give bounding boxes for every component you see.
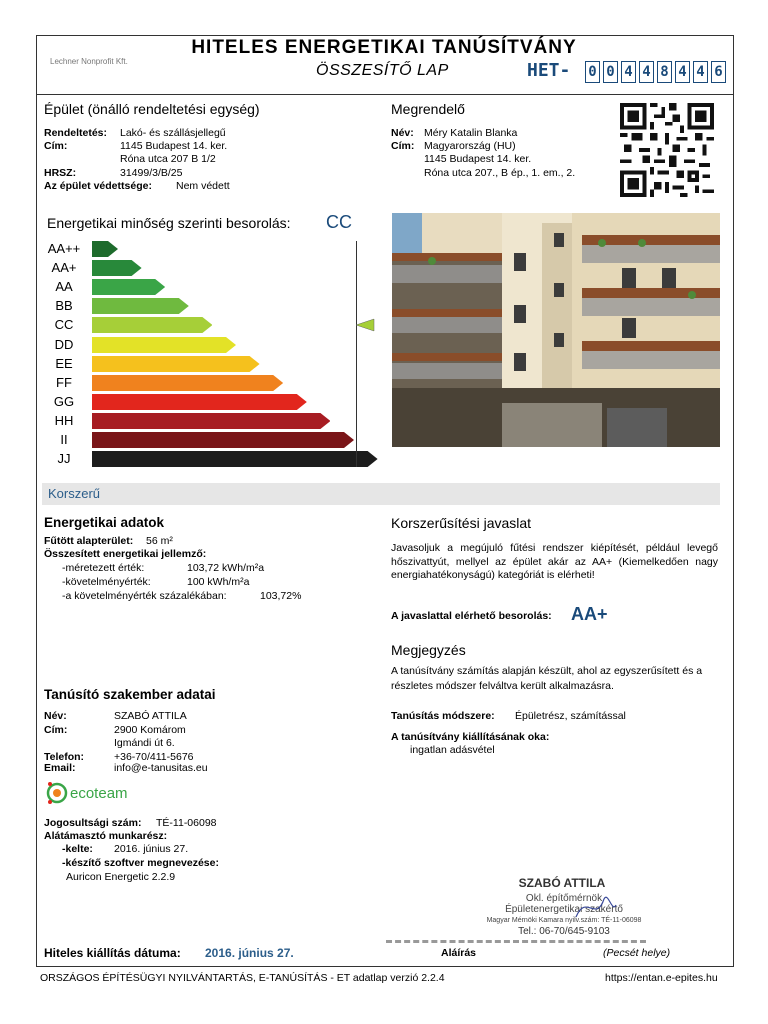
- software-value: Auricon Energetic 2.2.9: [66, 871, 176, 883]
- issuer-logo: Lechner Nonprofit Kft.: [50, 57, 128, 66]
- energy-class-bar: [92, 279, 165, 295]
- energy-class-label: II: [60, 432, 68, 447]
- reason-label: A tanúsítvány kiállításának oka:: [391, 731, 550, 743]
- energy-class-label: BB: [55, 298, 73, 314]
- building-heading: Épület (önálló rendeltetési egység): [44, 101, 260, 117]
- energy-class-bar: [92, 317, 212, 333]
- header-divider: [36, 94, 734, 95]
- energy-class-bar: [92, 413, 330, 429]
- total-label: Összesített energetikai jellemző:: [44, 548, 207, 560]
- certifier-heading: Tanúsító szakember adatai: [44, 687, 216, 702]
- footer-registry: ORSZÁGOS ÉPÍTÉSÜGYI NYILVÁNTARTÁS, E-TANÚSÍTÁS - ET adatlap verzió 2.2.4: [40, 972, 445, 984]
- svg-text:ecoteam: ecoteam: [70, 785, 128, 802]
- reason-value: ingatlan adásvétel: [410, 744, 495, 756]
- certifier-address-line2: Igmándi út 6.: [114, 737, 175, 749]
- energy-class-bar: [92, 394, 307, 410]
- scale-marker-line: [356, 241, 357, 467]
- certifier-name-value: SZABÓ ATTILA: [114, 710, 187, 722]
- license-value: TÉ-11-06098: [156, 817, 217, 829]
- qr-code-icon: [620, 103, 714, 197]
- het-digit: 0: [585, 61, 600, 83]
- het-digit: 4: [675, 61, 690, 83]
- license-label: Jogosultsági szám:: [44, 817, 142, 829]
- certifier-name-label: Név:: [44, 710, 67, 722]
- method-value: Épületrész, számítással: [515, 710, 626, 722]
- footer-url[interactable]: https://entan.e-epites.hu: [605, 972, 718, 984]
- building-address-line1: 1145 Budapest 14. ker.: [120, 140, 228, 152]
- svg-text:Magyar Mérnöki Kamara nyilv.sz: Magyar Mérnöki Kamara nyilv.szám: TÉ-11-06098: [486, 917, 642, 924]
- het-digit: 4: [693, 61, 708, 83]
- het-number: [585, 61, 729, 83]
- energy-class-label: JJ: [57, 451, 71, 467]
- issue-date-label: Hiteles kiállítás dátuma:: [44, 946, 181, 960]
- area-value: 56 m²: [146, 535, 173, 547]
- docs-label: Alátámasztó munkarész:: [44, 830, 168, 842]
- client-heading: Megrendelő: [391, 101, 465, 117]
- status-label: Korszerű: [48, 486, 101, 501]
- email-value[interactable]: info@e-tanusitas.eu: [114, 762, 208, 774]
- recommendation-text: Javasoljuk a megújuló fűtési rendszer kiépítését, például levegő hőszivattyút, mellyel az épület akár az AA+ (Kiemelkedően nagy energiahatékonyságú) kategóriát is elérheti!: [391, 542, 718, 581]
- building-address-line2: Róna utca 207 B 1/2: [120, 153, 216, 165]
- energy-class-label: FF: [56, 374, 72, 390]
- building-photo: [392, 213, 720, 447]
- hrsz-label: HRSZ:: [44, 167, 77, 179]
- note-heading: Megjegyzés: [391, 642, 466, 658]
- req-value: 100 kWh/m²a: [187, 576, 250, 588]
- het-digit: 4: [639, 61, 654, 83]
- calc-value: 103,72 kWh/m²a: [187, 562, 265, 574]
- client-address-line1: Magyarország (HU): [424, 140, 516, 152]
- client-name-value: Méry Katalin Blanka: [424, 127, 518, 139]
- building-address-label: Cím:: [44, 140, 68, 152]
- ecoteam-logo-icon: [46, 780, 156, 806]
- use-value: Lakó- és szállásjellegű: [120, 127, 226, 139]
- signature-line: [386, 940, 646, 946]
- certifier-address-label: Cím:: [44, 724, 68, 736]
- energy-class-bar: [92, 260, 142, 276]
- het-digit: 0: [603, 61, 618, 83]
- page-subtitle: ÖSSZESÍTŐ LAP: [316, 62, 449, 79]
- current-class-pointer-icon: [356, 317, 376, 333]
- protection-value: Nem védett: [176, 180, 230, 192]
- het-digit: 4: [621, 61, 636, 83]
- client-name-label: Név:: [391, 127, 414, 139]
- het-digit: 6: [711, 61, 726, 83]
- energy-class-bar: [92, 241, 118, 257]
- status-banner: [42, 483, 720, 505]
- area-label: Fűtött alapterület:: [44, 535, 134, 547]
- energy-class-bar: [92, 451, 378, 467]
- energy-class-label: CC: [54, 317, 74, 333]
- software-label: -készítő szoftver megnevezése:: [62, 857, 219, 869]
- het-digit: 8: [657, 61, 672, 83]
- energy-class-label: AA+: [51, 260, 77, 276]
- achievable-label: A javaslattal elérhető besorolás:: [391, 610, 552, 622]
- date-value: 2016. június 27.: [114, 843, 189, 855]
- date-label: -kelte:: [62, 843, 93, 855]
- pct-value: 103,72%: [260, 590, 302, 602]
- seal-label: (Pecsét helye): [603, 947, 671, 959]
- energy-class-label: EE: [55, 355, 73, 371]
- calc-label: -méretezett érték:: [62, 562, 145, 574]
- energy-class-label: GG: [53, 393, 75, 409]
- energy-class-bar: [92, 356, 260, 372]
- protection-label: Az épület védettsége:: [44, 180, 152, 192]
- page-title: HITELES ENERGETIKAI TANÚSÍTVÁNY: [191, 37, 577, 58]
- signature-label: Aláírás: [441, 947, 477, 959]
- rating-value: CC: [326, 212, 352, 232]
- energy-class-bar: [92, 298, 189, 314]
- energy-class-bar: [92, 337, 236, 353]
- certifier-address-line1: 2900 Komárom: [114, 724, 186, 736]
- client-address-line3: Róna utca 207., B ép., 1. em., 2.: [424, 167, 576, 179]
- pct-label: -a követelményérték százalékában:: [62, 590, 227, 602]
- energy-class-label: AA++: [47, 241, 81, 256]
- energy-class-bar: [92, 432, 354, 448]
- achievable-value: AA+: [571, 604, 608, 624]
- certifier-stamp: [466, 873, 658, 939]
- phone-label: Telefon:: [44, 751, 85, 763]
- energy-class-label: HH: [54, 412, 74, 428]
- recommendation-heading: Korszerűsítési javaslat: [391, 515, 532, 531]
- hrsz-value: 31499/3/B/25: [120, 167, 183, 179]
- phone-value: +36-70/411-5676: [114, 751, 194, 763]
- svg-text:Épületenergetikai szakértő: Épületenergetikai szakértő: [505, 904, 623, 915]
- issue-date-value: 2016. június 27.: [205, 946, 294, 960]
- use-label: Rendeltetés:: [44, 127, 108, 139]
- client-address-line2: 1145 Budapest 14. ker.: [424, 153, 532, 165]
- energy-class-label: DD: [54, 336, 74, 352]
- svg-text:Okl. építőmérnök: Okl. építőmérnök: [525, 893, 603, 904]
- rating-heading: Energetikai minőség szerinti besorolás:: [47, 215, 291, 231]
- svg-text:SZABÓ ATTILA: SZABÓ ATTILA: [518, 876, 606, 890]
- energy-heading: Energetikai adatok: [44, 515, 165, 530]
- method-label: Tanúsítás módszere:: [391, 710, 495, 722]
- note-text: A tanúsítvány számítás alapján készült, ahol az egyszerűsített és a részletes módszer felváltva került alkalmazásra.: [391, 665, 703, 692]
- client-address-label: Cím:: [391, 140, 415, 152]
- email-label: Email:: [44, 762, 76, 774]
- energy-class-label: AA: [55, 279, 73, 295]
- het-prefix: HET-: [527, 60, 571, 81]
- svg-text:Tel.: 06-70/645-9103: Tel.: 06-70/645-9103: [518, 926, 610, 937]
- energy-class-bar: [92, 375, 283, 391]
- req-label: -követelményérték:: [62, 576, 151, 588]
